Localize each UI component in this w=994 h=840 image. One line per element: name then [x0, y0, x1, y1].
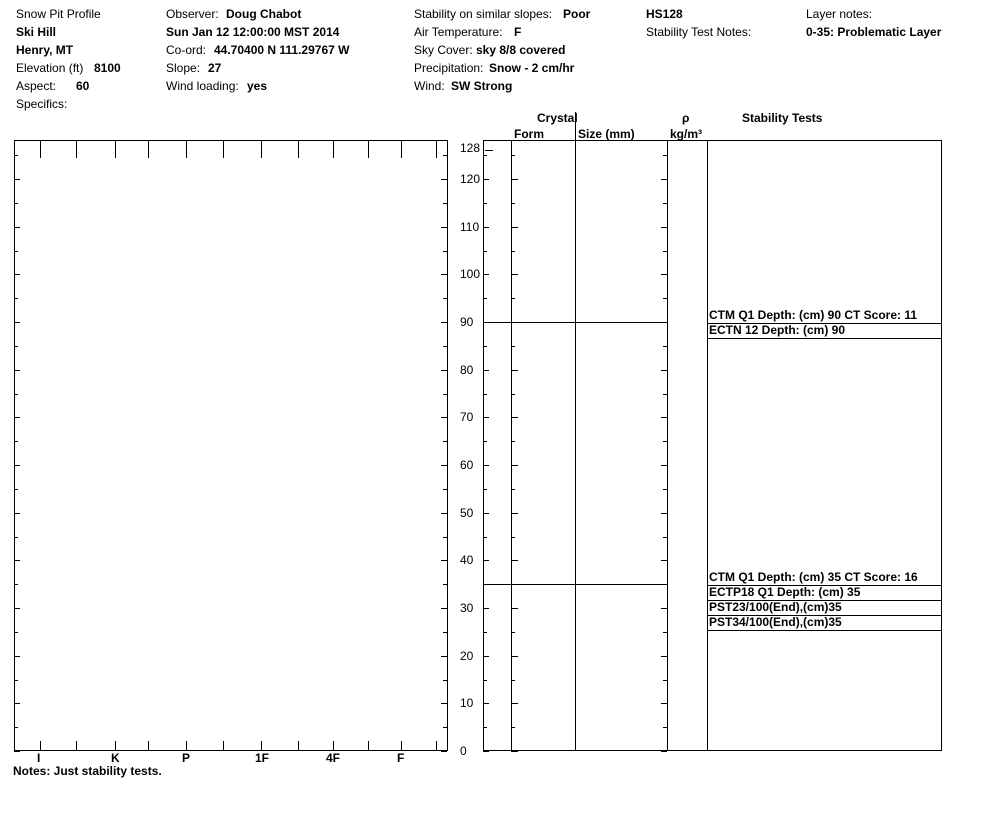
stability-label: Stability on similar slopes: — [414, 7, 553, 21]
depth-label: 120 — [460, 172, 481, 186]
page-title: Snow Pit Profile — [16, 7, 101, 21]
crystal-header: Crystal — [537, 111, 578, 125]
observer-value: Doug Chabot — [226, 7, 302, 21]
specifics-label: Specifics: — [16, 97, 68, 111]
wind-value: SW Strong — [451, 79, 513, 93]
depth-label: 0 — [460, 744, 467, 758]
sky-cover-label: Sky Cover: — [414, 43, 473, 57]
stability-test-entry: CTM Q1 Depth: (cm) 35 CT Score: 16 — [709, 570, 918, 584]
stability-test-entry: CTM Q1 Depth: (cm) 90 CT Score: 11 — [709, 308, 918, 322]
depth-label: 10 — [460, 696, 474, 710]
snow-height: HS128 — [646, 7, 683, 21]
stability-test-entry: ECTN 12 Depth: (cm) 90 — [709, 323, 846, 337]
region-name: Henry, MT — [16, 43, 74, 57]
hardness-label: I — [37, 751, 41, 765]
depth-label: 70 — [460, 410, 474, 424]
layer-notes-value: 0-35: Problematic Layer — [806, 25, 942, 39]
stability-tests-box — [708, 141, 942, 751]
stability-test-entry: PST23/100(End),(cm)35 — [709, 600, 842, 614]
depth-label: 30 — [460, 601, 474, 615]
stability-test-notes-label: Stability Test Notes: — [646, 25, 752, 39]
depth-label: 20 — [460, 649, 474, 663]
density-unit: kg/m³ — [670, 127, 703, 141]
wind-loading-label: Wind loading: — [166, 79, 239, 93]
form-header: Form — [514, 127, 544, 141]
crystal-table-box — [484, 141, 708, 751]
depth-label: 50 — [460, 506, 474, 520]
hardness-label: F — [397, 751, 405, 765]
wind-loading-value: yes — [247, 79, 268, 93]
observation-datetime: Sun Jan 12 12:00:00 MST 2014 — [166, 25, 340, 39]
slope-label: Slope: — [166, 61, 201, 75]
location-name: Ski Hill — [16, 25, 57, 39]
depth-label: 110 — [460, 220, 480, 234]
elevation-label: Elevation (ft) — [16, 61, 84, 75]
aspect-label: Aspect: — [16, 79, 57, 93]
layer-notes-label: Layer notes: — [806, 7, 873, 21]
sky-cover-value: sky 8/8 covered — [476, 43, 566, 57]
precipitation-value: Snow - 2 cm/hr — [489, 61, 575, 75]
air-temp-value: F — [514, 25, 522, 39]
stability-test-entry: PST34/100(End),(cm)35 — [709, 615, 842, 629]
hardness-label: 4F — [326, 751, 341, 765]
wind-label: Wind: — [414, 79, 445, 93]
aspect-value: 60 — [76, 79, 90, 93]
depth-label: 40 — [460, 553, 474, 567]
hardness-label: 1F — [255, 751, 270, 765]
stability-test-entry: ECTP18 Q1 Depth: (cm) 35 — [709, 585, 861, 599]
depth-label: 80 — [460, 363, 474, 377]
notes: Notes: Just stability tests. — [13, 764, 162, 778]
hardness-label: P — [182, 751, 191, 765]
elevation-value: 8100 — [94, 61, 121, 75]
coord-label: Co-ord: — [166, 43, 207, 57]
precipitation-label: Precipitation: — [414, 61, 484, 75]
observer-label: Observer: — [166, 7, 219, 21]
depth-label: 100 — [460, 267, 481, 281]
hardness-label: K — [111, 751, 120, 765]
depth-label: 60 — [460, 458, 474, 472]
depth-label: 90 — [460, 315, 474, 329]
stability-tests-header: Stability Tests — [742, 111, 823, 125]
air-temp-label: Air Temperature: — [414, 25, 503, 39]
slope-value: 27 — [208, 61, 222, 75]
coord-value: 44.70400 N 111.29767 W — [214, 43, 350, 57]
density-symbol: ρ — [682, 111, 690, 125]
size-header: Size (mm) — [578, 127, 635, 141]
stability-value: Poor — [563, 7, 591, 21]
hardness-graph-box — [15, 141, 448, 751]
depth-label-top: 128 — [460, 141, 481, 155]
